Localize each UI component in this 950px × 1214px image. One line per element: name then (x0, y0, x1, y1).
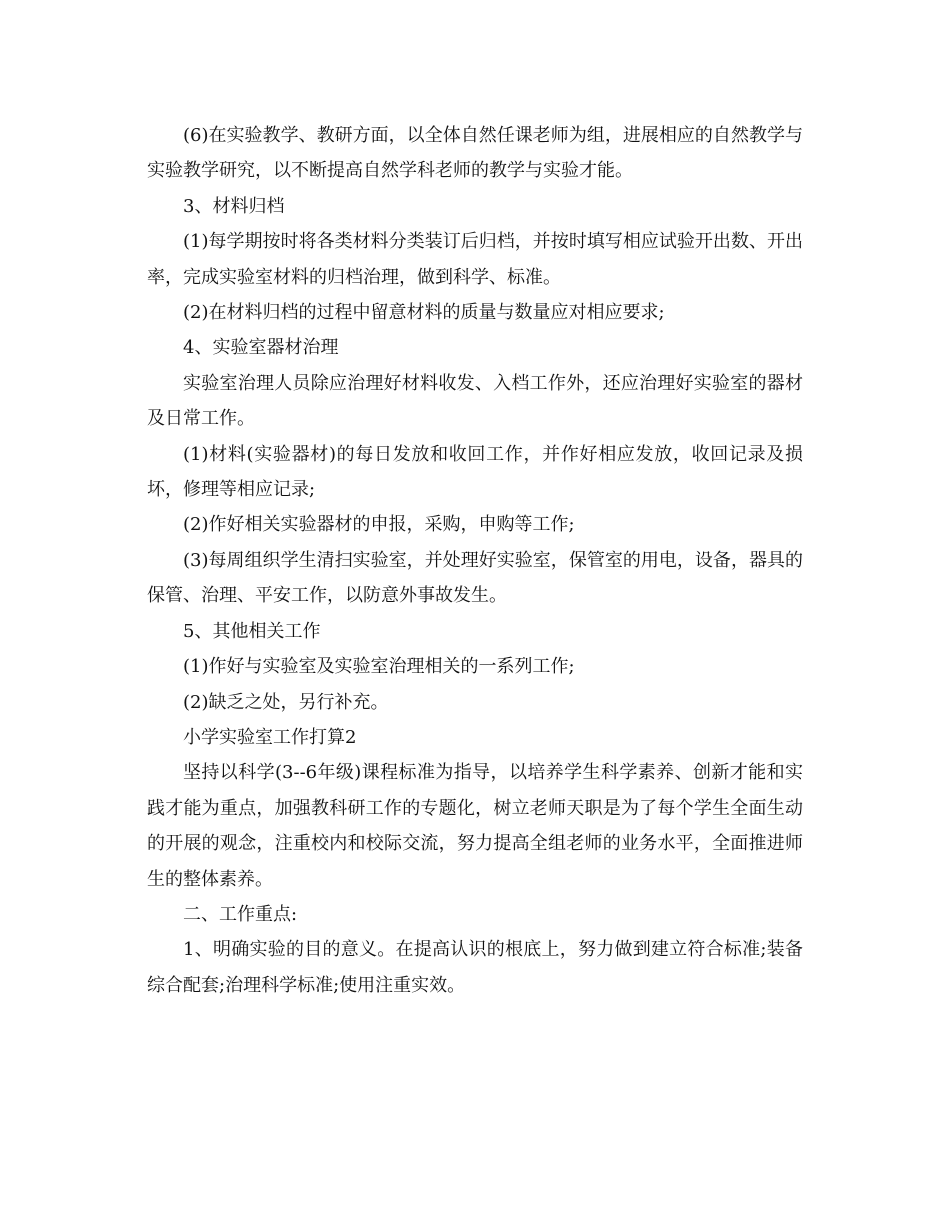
paragraph-item-3-equipment: (3)每周组织学生清扫实验室，并处理好实验室，保管室的用电，设备，器具的保管、治理、平安工作，以防意外事故发生。 (147, 549, 803, 607)
section-heading-work-focus: 二、工作重点: (183, 903, 298, 925)
paragraph-item-2-archiving: (2)在材料归档的过程中留意材料的质量与数量应对相应要求; (183, 302, 665, 324)
paragraph-item-6-research: (6)在实验教学、教研方面，以全体自然任课老师为组，进展相应的自然教学与实验教学研究，以不断提高自然学科老师的教学与实验才能。 (147, 125, 803, 182)
paragraph-item-1-equipment: (1)材料(实验器材)的每日发放和收回工作，并作好相应发放，收回记录及损坏，修理等相应记录; (147, 443, 803, 501)
paragraph-item-2-other: (2)缺乏之处，另行补充。 (183, 691, 389, 713)
document-body (147, 118, 803, 1003)
section-heading-other-work: 5、其他相关工作 (183, 620, 321, 642)
paragraph-item-1-other: (1)作好与实验室及实验室治理相关的一系列工作; (183, 656, 575, 678)
section-heading-materials-archiving: 3、材料归档 (183, 195, 285, 217)
paragraph-equipment-intro: 实验室治理人员除应治理好材料收发、入档工作外，还应治理好实验室的器材及日常工作。 (147, 372, 803, 430)
paragraph-item-1-archiving: (1)每学期按时将各类材料分类装订后归档，并按时填写相应试验开出数、开出率，完成实验室材料的归档治理，做到科学、标准。 (147, 231, 803, 288)
section-heading-equipment-management: 4、实验室器材治理 (183, 337, 339, 359)
paragraph-item-2-equipment: (2)作好相关实验器材的申报，采购，申购等工作; (183, 514, 575, 536)
paragraph-focus-item-1: 1、明确实验的目的意义。在提高认识的根底上，努力做到建立符合标准;装备综合配套;治理科学标准;使用注重实效。 (147, 939, 803, 996)
paragraph-guiding-principle: 坚持以科学(3--6年级)课程标准为指导，以培养学生科学素养、创新才能和实践才能为重点，加强教科研工作的专题化，树立老师天职是为了每个学生全面生动的开展的观念，注重校内和校际交流，努力提高全组老师的业务水平，全面推进师生的整体素养。 (147, 762, 803, 890)
plan-title-2: 小学实验室工作打算2 (183, 726, 357, 748)
